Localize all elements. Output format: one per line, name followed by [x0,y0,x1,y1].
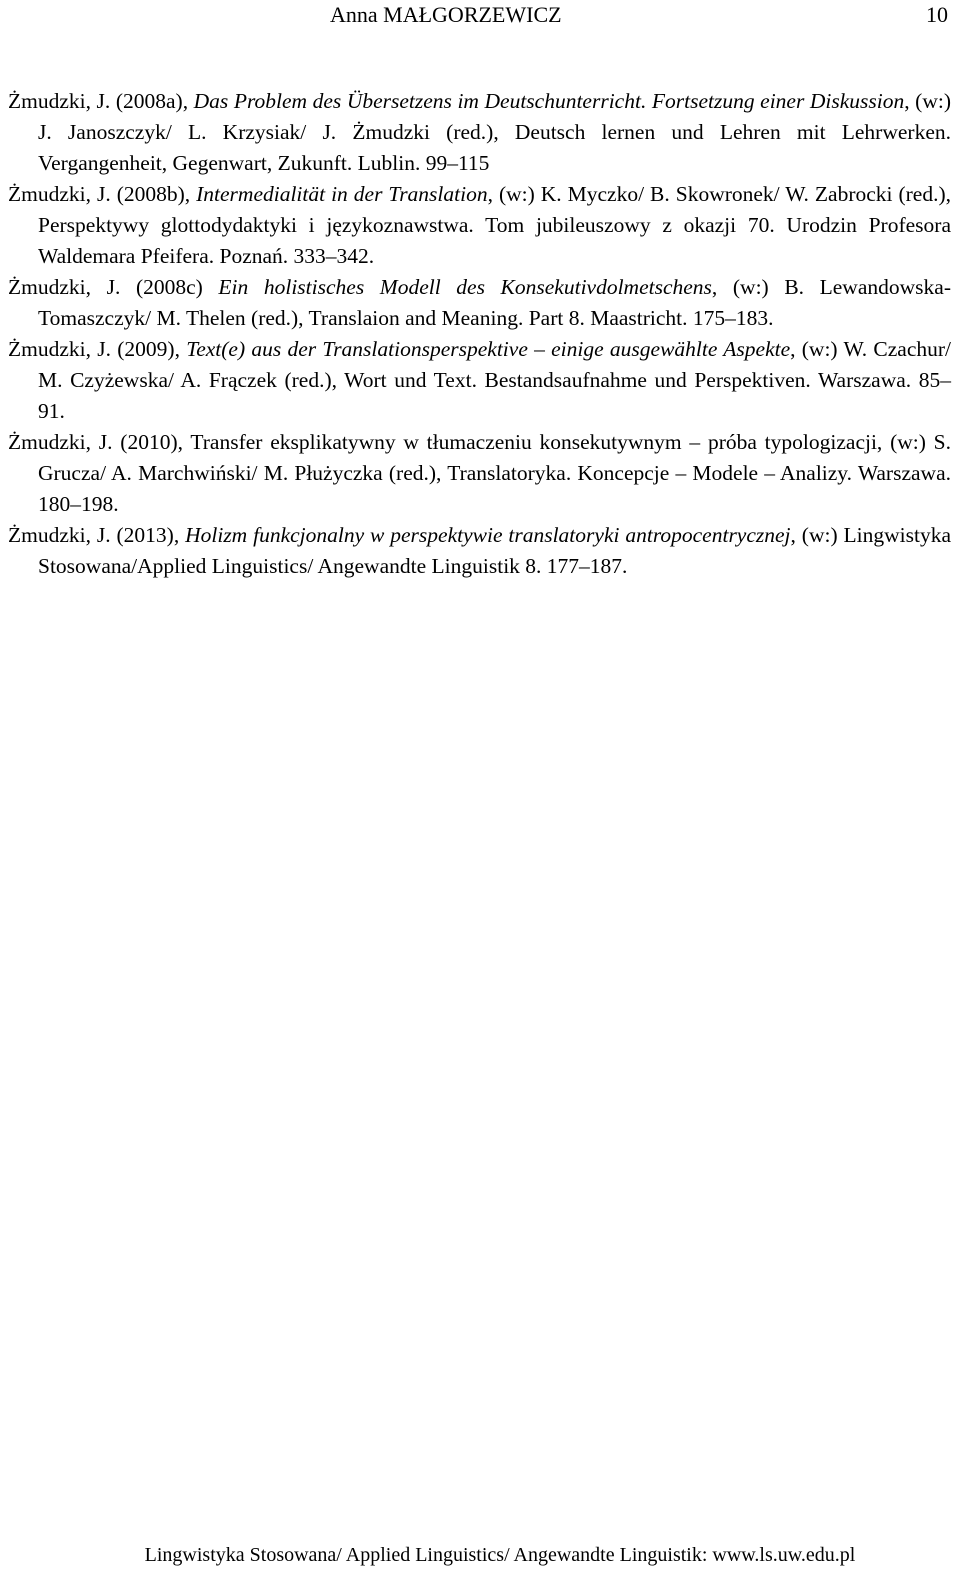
reference-entry [8,272,951,334]
page-header [0,0,960,44]
reference-author-year: Żmudzki, J. (2009), [8,337,187,361]
reference-author-year: Żmudzki, J. (2013), [8,523,186,547]
reference-title: Intermedialität in der Translation [196,182,488,206]
reference-title: Ein holistisches Modell des Konsekutivdolmetschens [218,275,712,299]
reference-author-year: Żmudzki, J. (2008c) [8,275,219,299]
running-head-author: Anna MAŁGORZEWICZ [330,2,562,27]
reference-entry [8,427,951,520]
reference-title: Holizm funkcjonalny w perspektywie translatoryki antropocentrycznej [185,523,791,547]
page-footer [0,1542,960,1568]
reference-details: , (w:) B. Lewandowska-Tomaszczyk/ M. Thelen (red.), Translaion and Meaning. Part 8. Maastricht. 175–183. [38,275,951,330]
reference-title: Das Problem des Übersetzens im Deutschunterricht. Fortsetzung einer Diskussion [193,89,905,113]
reference-details: , (w:) K. Myczko/ B. Skowronek/ W. Zabrocki (red.), Perspektywy glottodydaktyki i językoznawstwa. Tom jubileuszowy z okazji 70. Urodzin Profesora Waldemara Pfeifera. Poznań. 333–342. [38,182,952,268]
reference-entry [8,520,951,582]
reference-entry [8,334,951,427]
reference-list [8,86,951,582]
reference-details: , (w:) J. Janoszczyk/ L. Krzysiak/ J. Żmudzki (red.), Deutsch lernen und Lehren mit Lehrwerken. Vergangenheit, Gegenwart, Zukunft. Lublin. 99–115 [38,89,951,175]
reference-author-year: Żmudzki, J. (2010), [8,430,191,454]
page-number: 10 [926,2,948,27]
journal-footer-text: Lingwistyka Stosowana/ Applied Linguistics/ Angewandte Linguistik: www.ls.uw.edu.pl [144,1544,856,1566]
reference-details: , (w:) W. Czachur/ M. Czyżewska/ A. Frączek (red.), Wort und Text. Bestandsaufnahme und Perspektiven. Warszawa. 85–91. [38,337,951,423]
reference-title: Text(e) aus der Translationsperspektive – einige ausgewählte Aspekte [186,337,791,361]
reference-details: , (w:) Lingwistyka Stosowana/Applied Linguistics/ Angewandte Linguistik 8. 177–187. [38,523,951,578]
reference-entry [8,86,951,179]
reference-entry [8,179,951,272]
reference-author-year: Żmudzki, J. (2008b), [8,182,197,206]
reference-details: Transfer eksplikatywny w tłumaczeniu konsekutywnym – próba typologizacji, (w:) S. Grucza/ A. Marchwiński/ M. Płużyczka (red.), Translatoryka. Koncepcje – Modele – Analizy. Warszawa. 180–198. [38,430,952,516]
reference-author-year: Żmudzki, J. (2008a), [8,89,194,113]
